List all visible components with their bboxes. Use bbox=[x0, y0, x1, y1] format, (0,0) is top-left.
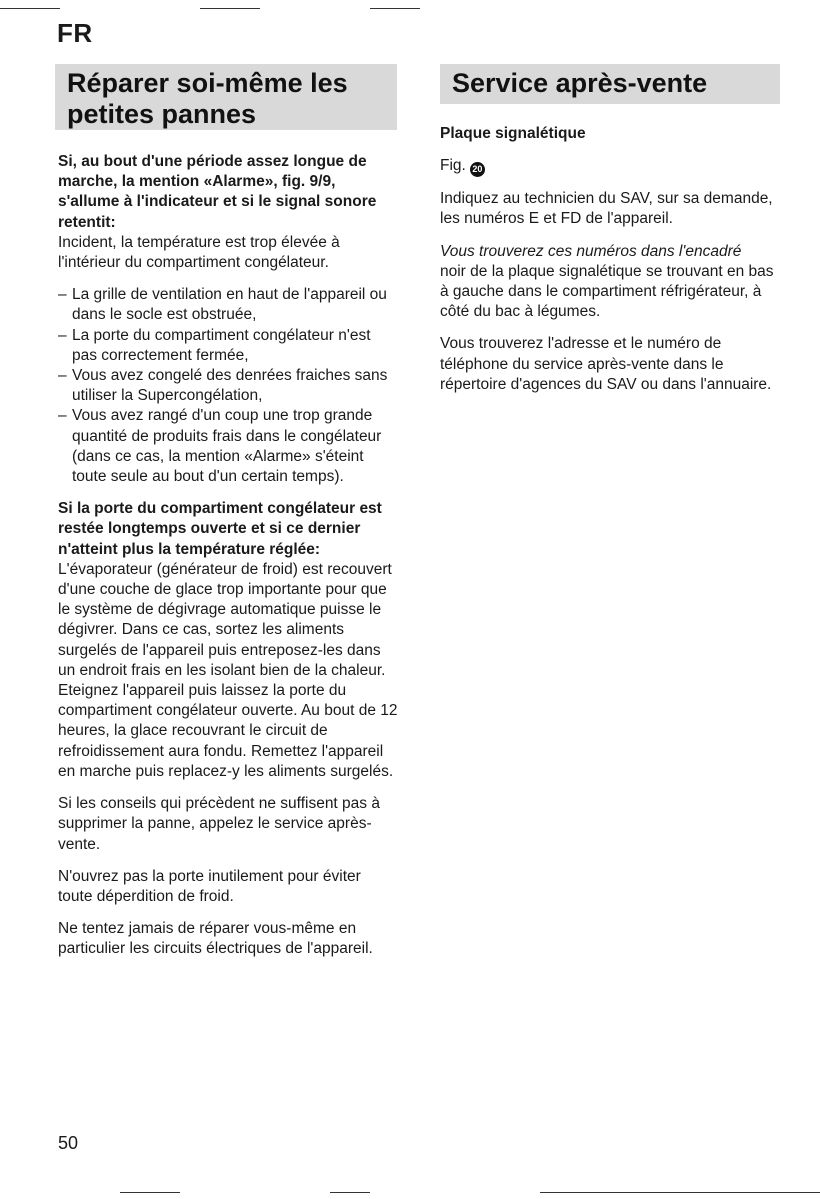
door-open-heading: Si la porte du compartiment congélateur est restée longtemps ouverte et si ce dernier n'atteint plus la température réglée: bbox=[58, 500, 382, 558]
service-contact-text: Vous trouverez l'adresse et le numéro de téléphone du service après-vente dans le répertoire d'agences du SAV ou dans l'annuaire. bbox=[440, 335, 772, 393]
bottom-rule bbox=[120, 1192, 180, 1193]
door-advice-text: N'ouvrez pas la porte inutilement pour éviter toute déperdition de froid. bbox=[58, 867, 361, 905]
call-service-text: Si les conseils qui précèdent ne suffisent pas à supprimer la panne, appelez le service après-vente. bbox=[58, 795, 380, 853]
list-item: – La grille de ventilation en haut de l'appareil ou dans le socle est obstruée, bbox=[58, 285, 398, 325]
bottom-rule bbox=[540, 1192, 820, 1193]
list-item: – Vous avez congelé des denrées fraiches sans utiliser la Supercongélation, bbox=[58, 366, 398, 406]
numbers-location-text-cont: noir de la plaque signalétique se trouvant en bas à gauche dans le compartiment réfrigérateur, à côté du bac à légumes. bbox=[440, 262, 774, 321]
alarm-heading: Si, au bout d'une période assez longue de marche, la mention «Alarme», fig. 9/9, s'allume à l'indicateur et si le signal sonore retentit: bbox=[58, 153, 377, 231]
left-column bbox=[58, 152, 398, 972]
section-title-repair: Réparer soi-même les petites pannes bbox=[55, 64, 397, 130]
numbers-location-text: Vous trouverez ces numéros dans l'encadré bbox=[440, 242, 742, 260]
technician-info-text: Indiquez au technicien du SAV, sur sa demande, les numéros E et FD de l'appareil. bbox=[440, 190, 773, 228]
bottom-rule bbox=[330, 1192, 370, 1193]
right-column bbox=[440, 124, 785, 407]
section-title-service: Service après-vente bbox=[440, 64, 780, 104]
electrical-warning-text: Ne tentez jamais de réparer vous-même en particulier les circuits électriques de l'appareil. bbox=[58, 920, 373, 958]
figure-number-icon: 20 bbox=[470, 162, 485, 177]
list-item: – La porte du compartiment congélateur n'est pas correctement fermée, bbox=[58, 326, 398, 366]
top-rule bbox=[200, 8, 260, 9]
cause-list bbox=[58, 285, 398, 487]
alarm-cause-text: Incident, la température est trop élevée à l'intérieur du compartiment congélateur. bbox=[58, 233, 340, 272]
figure-reference bbox=[440, 156, 785, 177]
top-rule bbox=[370, 8, 420, 9]
page-number: 50 bbox=[58, 1133, 79, 1153]
defrost-text: L'évaporateur (générateur de froid) est recouvert d'une couche de glace trop importante pour que le système de dégivrage automatique puisse le dégivrer. Dans ce cas, sortez les aliments surgelés de l'appareil puis entreposez-les dans un endroit frais en les isolant bien de la chaleur. Eteignez l'appareil puis laissez la porte du compartiment congélateur ouverte. Au bout de 12 heures, la glace recouvrant le circuit de refroidissement aura fondu. Remettez l'appareil en marche puis replacez-y les aliments surgelés. bbox=[58, 560, 398, 780]
figure-label: Fig. bbox=[440, 157, 466, 175]
top-rule bbox=[0, 8, 60, 9]
list-item: – Vous avez rangé d'un coup une trop grande quantité de produits frais dans le congélateur (dans ce cas, la mention «Alarme» s'éteint toute seule au bout d'un certain temps). bbox=[58, 406, 398, 487]
language-tag: FR bbox=[57, 18, 93, 48]
rating-plate-heading: Plaque signalétique bbox=[440, 125, 586, 142]
